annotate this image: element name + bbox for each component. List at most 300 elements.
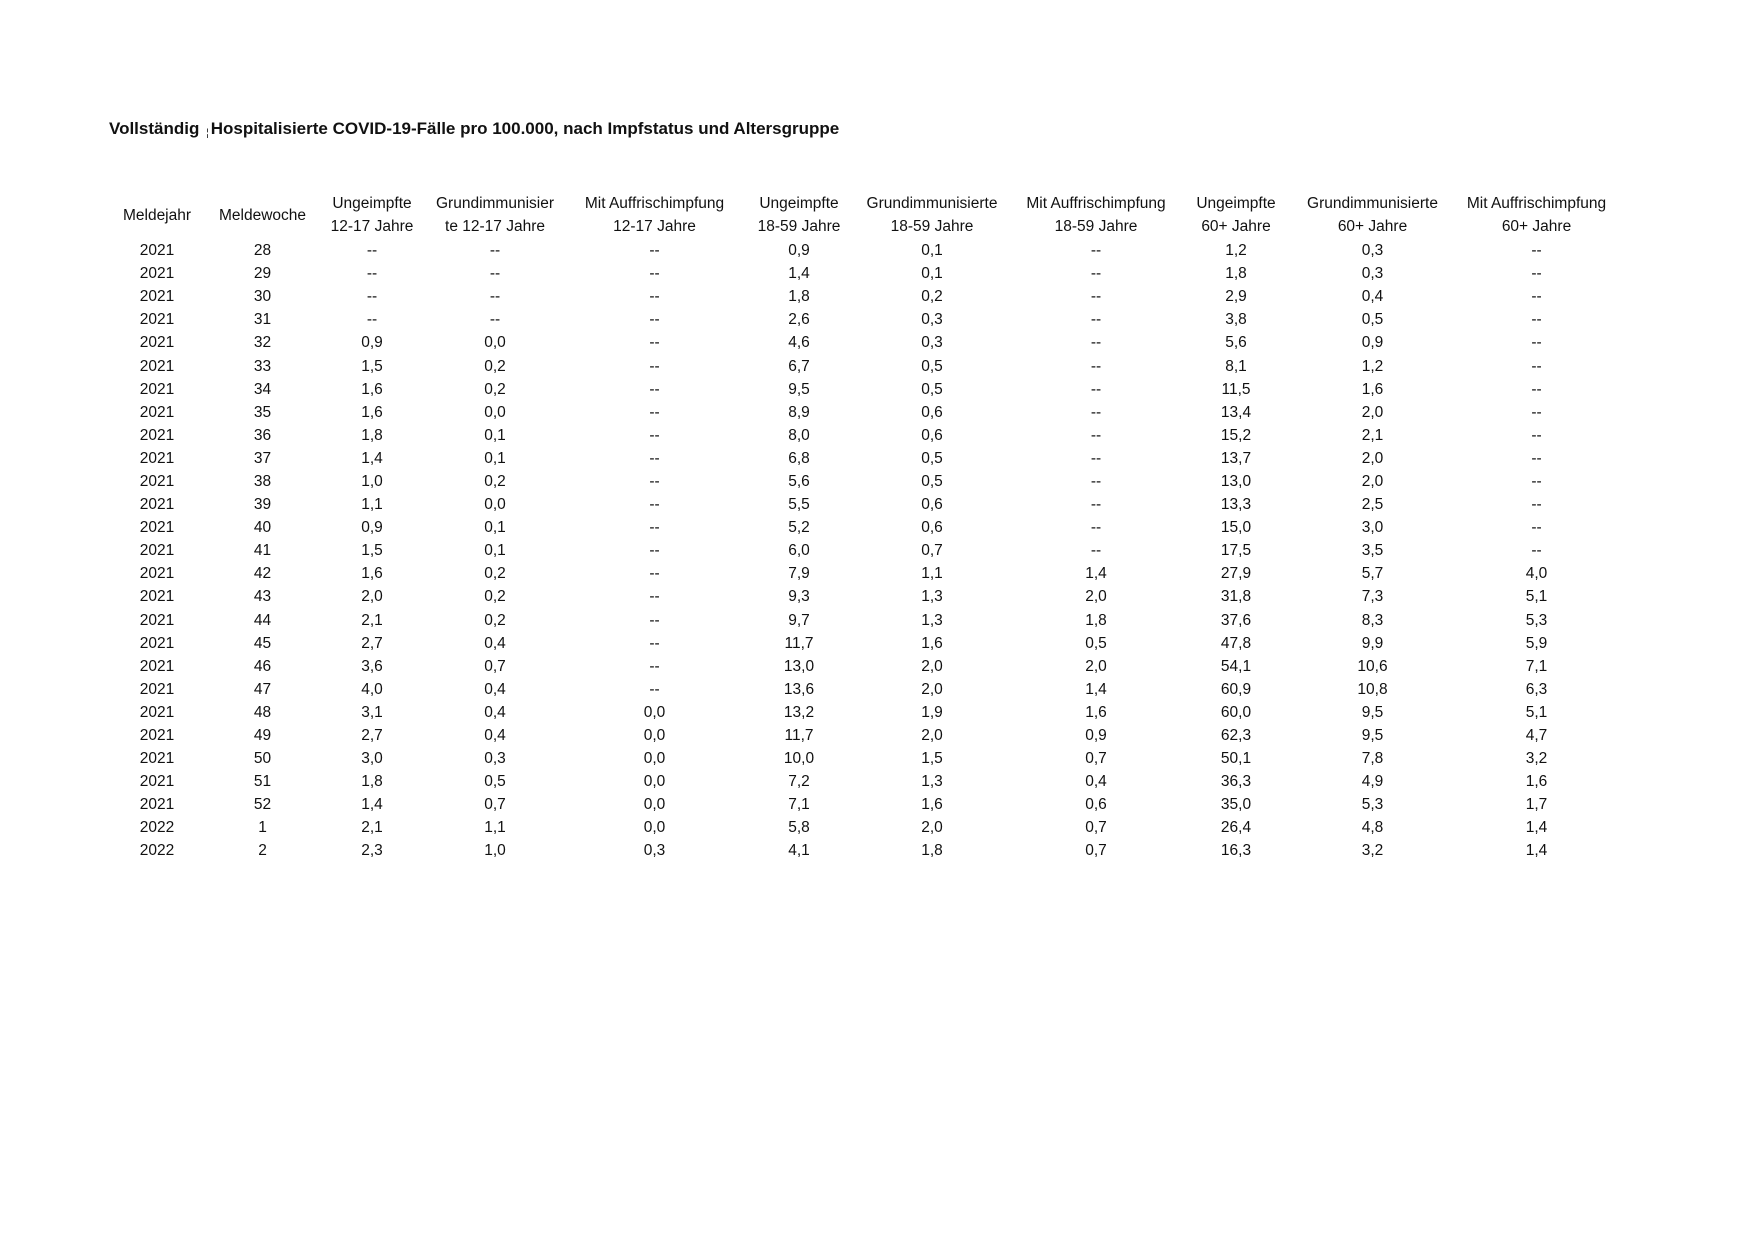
table-cell-grundimmunisierte-60plus: 2,1 [1361, 426, 1384, 444]
table-cell-meldejahr: 2021 [139, 334, 175, 352]
table-row [111, 747, 1615, 770]
table-cell-ungeimpfte-60plus: 62,3 [1220, 727, 1252, 745]
table-cell-auffrischimpfung-60plus: -- [1531, 334, 1542, 352]
table-cell-auffrischimpfung-12-17: -- [649, 588, 660, 606]
table-cell-ungeimpfte-12-17: 1,4 [361, 796, 383, 814]
table-cell-meldewoche: 30 [253, 288, 272, 306]
table-cell-auffrischimpfung-60plus: 5,3 [1525, 611, 1548, 629]
column-header-line2: 60+ Jahre [1201, 218, 1271, 235]
table-cell-grundimmunisierte-60plus: 4,9 [1361, 773, 1384, 791]
table-cell-ungeimpfte-60plus: 27,9 [1220, 565, 1252, 583]
table-cell-ungeimpfte-60plus: 54,1 [1220, 657, 1252, 675]
table-cell-ungeimpfte-60plus: 13,7 [1220, 449, 1252, 467]
table-cell-meldejahr: 2021 [139, 311, 175, 329]
table-cell-grundimmunisierte-60plus: 0,9 [1361, 334, 1384, 352]
table-cell-meldewoche: 36 [253, 426, 272, 444]
table-cell-ungeimpfte-18-59: 7,9 [788, 565, 810, 583]
table-cell-auffrischimpfung-12-17: -- [649, 634, 660, 652]
table-cell-auffrischimpfung-60plus: -- [1531, 542, 1542, 560]
table-cell-ungeimpfte-12-17: 2,3 [361, 842, 383, 860]
column-header-line1: Ungeimpfte [1196, 195, 1276, 212]
table-cell-grundimmunisierte-12-17: -- [489, 265, 501, 283]
table-cell-auffrischimpfung-60plus: 5,1 [1525, 588, 1548, 606]
table-cell-ungeimpfte-60plus: 8,1 [1225, 357, 1247, 375]
title-prefix: Vollständig [109, 119, 200, 138]
table-cell-grundimmunisierte-18-59: 1,8 [921, 842, 943, 860]
table-cell-auffrischimpfung-60plus: 5,1 [1525, 703, 1548, 721]
table-cell-grundimmunisierte-18-59: 0,5 [921, 449, 943, 467]
table-cell-auffrischimpfung-60plus: 4,7 [1525, 727, 1548, 745]
table-cell-grundimmunisierte-60plus: 0,3 [1361, 242, 1384, 260]
table-cell-ungeimpfte-60plus: 26,4 [1220, 819, 1252, 837]
table-cell-grundimmunisierte-12-17: 0,1 [484, 426, 506, 444]
table-cell-auffrischimpfung-60plus: -- [1531, 311, 1542, 329]
table-cell-auffrischimpfung-18-59: -- [1090, 403, 1102, 421]
table-cell-grundimmunisierte-60plus: 0,5 [1361, 311, 1384, 329]
column-header-meldewoche [203, 191, 322, 239]
table-cell-ungeimpfte-18-59: 9,5 [788, 380, 810, 398]
table-cell-ungeimpfte-60plus: 50,1 [1220, 750, 1252, 768]
table-cell-grundimmunisierte-60plus: 0,4 [1361, 288, 1384, 306]
table-cell-ungeimpfte-12-17: 3,0 [361, 750, 383, 768]
table-cell-grundimmunisierte-60plus: 9,9 [1361, 634, 1384, 652]
table-cell-ungeimpfte-60plus: 35,0 [1220, 796, 1252, 814]
table-cell-meldejahr: 2021 [139, 611, 175, 629]
table-row [111, 493, 1615, 516]
table-cell-meldejahr: 2021 [139, 242, 175, 260]
table-cell-grundimmunisierte-12-17: 0,5 [484, 773, 506, 791]
table-cell-ungeimpfte-60plus: 13,3 [1220, 496, 1252, 514]
table-cell-grundimmunisierte-60plus: 1,6 [1361, 380, 1384, 398]
table-cell-meldewoche: 52 [253, 796, 272, 814]
table-cell-meldejahr: 2021 [139, 265, 175, 283]
table-cell-meldewoche: 37 [253, 449, 272, 467]
table-cell-grundimmunisierte-18-59: 0,5 [921, 472, 943, 490]
table-cell-ungeimpfte-18-59: 9,7 [788, 611, 810, 629]
table-cell-ungeimpfte-12-17: 1,6 [361, 380, 383, 398]
table-cell-auffrischimpfung-60plus: -- [1531, 472, 1542, 490]
table-cell-auffrischimpfung-12-17: -- [649, 357, 660, 375]
table-cell-ungeimpfte-12-17: 2,1 [361, 819, 383, 837]
column-header-auffrischimpfung-60plus [1458, 191, 1615, 239]
table-cell-meldejahr: 2021 [139, 703, 175, 721]
table-row [111, 285, 1615, 308]
table-row [111, 609, 1615, 632]
table-cell-grundimmunisierte-60plus: 9,5 [1361, 727, 1384, 745]
table-cell-ungeimpfte-60plus: 1,8 [1225, 265, 1247, 283]
table-cell-auffrischimpfung-60plus: 4,0 [1525, 565, 1548, 583]
column-header-grundimmunisierte-12-17 [422, 191, 568, 239]
table-cell-grundimmunisierte-18-59: 0,7 [921, 542, 943, 560]
table-cell-meldewoche: 1 [258, 819, 267, 837]
table-cell-meldewoche: 29 [253, 265, 272, 283]
table-cell-ungeimpfte-18-59: 11,7 [784, 727, 814, 745]
table-row [111, 585, 1615, 608]
table-cell-auffrischimpfung-60plus: 7,1 [1525, 657, 1548, 675]
table-cell-grundimmunisierte-60plus: 2,0 [1361, 449, 1384, 467]
table-cell-auffrischimpfung-18-59: 1,4 [1085, 565, 1107, 583]
table-row [111, 770, 1615, 793]
table-cell-auffrischimpfung-12-17: -- [649, 542, 660, 560]
table-cell-meldewoche: 41 [253, 542, 272, 560]
table-cell-ungeimpfte-18-59: 5,6 [788, 472, 810, 490]
table-row [111, 378, 1615, 401]
table-cell-grundimmunisierte-12-17: 0,0 [484, 496, 506, 514]
table-cell-ungeimpfte-60plus: 16,3 [1220, 842, 1252, 860]
page-title [109, 119, 839, 139]
table-cell-meldewoche: 35 [253, 403, 272, 421]
table-cell-meldejahr: 2021 [139, 680, 175, 698]
table-cell-meldewoche: 50 [253, 750, 272, 768]
table-cell-meldejahr: 2021 [139, 496, 175, 514]
table-cell-grundimmunisierte-18-59: 0,6 [921, 519, 943, 537]
column-header-line2: 18-59 Jahre [890, 218, 974, 235]
table-row [111, 793, 1615, 816]
table-cell-grundimmunisierte-12-17: 0,4 [484, 703, 506, 721]
table-cell-ungeimpfte-18-59: 6,0 [788, 542, 810, 560]
table-row [111, 655, 1615, 678]
table-row [111, 678, 1615, 701]
hospitalization-table [111, 191, 1615, 863]
table-cell-grundimmunisierte-60plus: 2,5 [1361, 496, 1384, 514]
table-cell-auffrischimpfung-18-59: -- [1090, 357, 1102, 375]
table-cell-grundimmunisierte-12-17: 0,1 [484, 519, 506, 537]
table-row [111, 632, 1615, 655]
column-header-meldejahr [111, 191, 203, 239]
table-cell-grundimmunisierte-60plus: 3,0 [1361, 519, 1384, 537]
table-row [111, 424, 1615, 447]
table-cell-meldewoche: 31 [253, 311, 272, 329]
table-cell-grundimmunisierte-18-59: 2,0 [921, 657, 943, 675]
table-cell-grundimmunisierte-12-17: 0,2 [484, 565, 506, 583]
table-cell-ungeimpfte-18-59: 4,1 [788, 842, 810, 860]
table-cell-auffrischimpfung-60plus: -- [1531, 496, 1542, 514]
table-cell-ungeimpfte-18-59: 11,7 [784, 634, 814, 652]
table-cell-auffrischimpfung-12-17: 0,3 [643, 842, 666, 860]
table-cell-auffrischimpfung-12-17: -- [649, 496, 660, 514]
table-cell-meldejahr: 2021 [139, 542, 175, 560]
table-row [111, 470, 1615, 493]
table-cell-auffrischimpfung-60plus: 1,6 [1525, 773, 1548, 791]
table-cell-meldejahr: 2021 [139, 565, 175, 583]
table-cell-grundimmunisierte-12-17: 1,0 [484, 842, 506, 860]
column-header-line2: 18-59 Jahre [757, 218, 841, 235]
table-cell-ungeimpfte-18-59: 1,8 [788, 288, 810, 306]
table-cell-grundimmunisierte-18-59: 1,6 [921, 634, 943, 652]
table-cell-ungeimpfte-12-17: 1,6 [361, 403, 383, 421]
table-cell-auffrischimpfung-60plus: -- [1531, 519, 1542, 537]
table-row [111, 239, 1615, 262]
table-cell-grundimmunisierte-12-17: 0,3 [484, 750, 506, 768]
table-cell-grundimmunisierte-18-59: 0,6 [921, 403, 943, 421]
table-cell-auffrischimpfung-18-59: 2,0 [1085, 657, 1107, 675]
table-cell-auffrischimpfung-18-59: -- [1090, 542, 1102, 560]
table-cell-grundimmunisierte-18-59: 1,5 [921, 750, 943, 768]
table-cell-meldejahr: 2021 [139, 634, 175, 652]
table-cell-auffrischimpfung-18-59: 0,7 [1085, 819, 1107, 837]
table-cell-auffrischimpfung-12-17: -- [649, 242, 660, 260]
table-cell-grundimmunisierte-12-17: 0,2 [484, 611, 506, 629]
column-header-line1: Ungeimpfte [759, 195, 839, 212]
table-cell-auffrischimpfung-18-59: -- [1090, 472, 1102, 490]
table-cell-auffrischimpfung-12-17: -- [649, 565, 660, 583]
table-cell-auffrischimpfung-18-59: -- [1090, 426, 1102, 444]
table-cell-ungeimpfte-12-17: 1,5 [361, 542, 383, 560]
table-cell-meldejahr: 2021 [139, 426, 175, 444]
header-row [111, 191, 1615, 239]
table-cell-grundimmunisierte-12-17: 1,1 [484, 819, 506, 837]
table-cell-auffrischimpfung-18-59: -- [1090, 496, 1102, 514]
table-cell-ungeimpfte-12-17: 1,8 [361, 773, 383, 791]
table-cell-grundimmunisierte-18-59: 0,5 [921, 357, 943, 375]
table-cell-grundimmunisierte-60plus: 3,2 [1361, 842, 1384, 860]
column-header-line2: 60+ Jahre [1501, 218, 1572, 235]
table-cell-auffrischimpfung-12-17: 0,0 [643, 796, 666, 814]
table-cell-ungeimpfte-60plus: 5,6 [1225, 334, 1247, 352]
table-cell-grundimmunisierte-18-59: 1,1 [921, 565, 943, 583]
table-row [111, 516, 1615, 539]
table-cell-ungeimpfte-18-59: 8,9 [788, 403, 810, 421]
table-row [111, 562, 1615, 585]
table-cell-ungeimpfte-12-17: -- [366, 311, 378, 329]
table-cell-ungeimpfte-18-59: 1,4 [788, 265, 810, 283]
table-cell-ungeimpfte-60plus: 60,0 [1220, 703, 1252, 721]
table-cell-grundimmunisierte-60plus: 9,5 [1361, 703, 1384, 721]
table-cell-grundimmunisierte-60plus: 5,7 [1361, 565, 1384, 583]
table-cell-meldejahr: 2021 [139, 519, 175, 537]
table-cell-meldejahr: 2021 [139, 380, 175, 398]
table-cell-meldewoche: 51 [253, 773, 272, 791]
table-cell-auffrischimpfung-60plus: -- [1531, 288, 1542, 306]
table-cell-grundimmunisierte-60plus: 2,0 [1361, 472, 1384, 490]
table-cell-ungeimpfte-12-17: 1,1 [361, 496, 383, 514]
table-cell-ungeimpfte-12-17: 2,0 [361, 588, 383, 606]
table-cell-auffrischimpfung-12-17: 0,0 [643, 773, 666, 791]
table-cell-meldejahr: 2021 [139, 472, 175, 490]
table-cell-ungeimpfte-60plus: 2,9 [1225, 288, 1247, 306]
table-cell-grundimmunisierte-12-17: -- [489, 288, 501, 306]
table-cell-grundimmunisierte-18-59: 2,0 [921, 680, 943, 698]
table-cell-ungeimpfte-18-59: 6,7 [788, 357, 810, 375]
column-header-grundimmunisierte-60plus [1287, 191, 1458, 239]
table-cell-ungeimpfte-60plus: 3,8 [1225, 311, 1247, 329]
table-cell-meldewoche: 45 [253, 634, 272, 652]
table-cell-ungeimpfte-18-59: 5,5 [788, 496, 810, 514]
column-header-line2: 12-17 Jahre [330, 218, 414, 235]
table-cell-grundimmunisierte-60plus: 10,6 [1357, 657, 1388, 675]
table-cell-grundimmunisierte-60plus: 4,8 [1361, 819, 1384, 837]
table-cell-auffrischimpfung-60plus: -- [1531, 426, 1542, 444]
table-cell-grundimmunisierte-18-59: 0,6 [921, 426, 943, 444]
table-cell-meldejahr: 2021 [139, 727, 175, 745]
table-cell-auffrischimpfung-60plus: -- [1531, 265, 1542, 283]
table-cell-meldewoche: 43 [253, 588, 272, 606]
column-header-auffrischimpfung-12-17 [568, 191, 741, 239]
table-cell-ungeimpfte-60plus: 15,0 [1220, 519, 1252, 537]
table-cell-meldewoche: 2 [258, 842, 267, 860]
table-cell-auffrischimpfung-12-17: -- [649, 426, 660, 444]
table-row [111, 308, 1615, 331]
table-cell-meldejahr: 2022 [139, 842, 175, 860]
table-cell-ungeimpfte-60plus: 15,2 [1220, 426, 1252, 444]
table-cell-ungeimpfte-12-17: 0,9 [361, 519, 383, 537]
table-cell-auffrischimpfung-60plus: 1,7 [1525, 796, 1548, 814]
table-cell-ungeimpfte-60plus: 37,6 [1220, 611, 1252, 629]
table-cell-ungeimpfte-12-17: -- [366, 288, 378, 306]
table-cell-auffrischimpfung-18-59: 0,5 [1085, 634, 1107, 652]
table-cell-ungeimpfte-12-17: 1,4 [361, 449, 383, 467]
table-cell-ungeimpfte-60plus: 47,8 [1220, 634, 1252, 652]
table-cell-ungeimpfte-18-59: 0,9 [788, 242, 810, 260]
table-cell-auffrischimpfung-12-17: -- [649, 334, 660, 352]
table-cell-grundimmunisierte-60plus: 2,0 [1361, 403, 1384, 421]
table-cell-meldejahr: 2021 [139, 588, 175, 606]
table-cell-grundimmunisierte-18-59: 2,0 [921, 819, 943, 837]
table-cell-meldewoche: 46 [253, 657, 272, 675]
table-cell-grundimmunisierte-60plus: 8,3 [1361, 611, 1384, 629]
table-cell-ungeimpfte-18-59: 7,2 [788, 773, 810, 791]
table-cell-ungeimpfte-18-59: 5,8 [788, 819, 810, 837]
table-cell-grundimmunisierte-60plus: 7,8 [1361, 750, 1384, 768]
table-row [111, 816, 1615, 839]
table-cell-grundimmunisierte-12-17: 0,4 [484, 634, 506, 652]
table-cell-grundimmunisierte-12-17: 0,2 [484, 472, 506, 490]
column-header-grundimmunisierte-18-59 [857, 191, 1007, 239]
table-cell-ungeimpfte-12-17: 1,8 [361, 426, 383, 444]
column-header-line1: Ungeimpfte [332, 195, 412, 212]
table-cell-ungeimpfte-60plus: 1,2 [1225, 242, 1247, 260]
table-cell-grundimmunisierte-60plus: 1,2 [1361, 357, 1384, 375]
column-header-line1: Grundimmunisierte [866, 195, 998, 212]
table-cell-grundimmunisierte-60plus: 7,3 [1361, 588, 1384, 606]
table-cell-ungeimpfte-12-17: 2,1 [361, 611, 383, 629]
table-cell-meldewoche: 47 [253, 680, 272, 698]
table-cell-grundimmunisierte-18-59: 1,6 [921, 796, 943, 814]
table-cell-grundimmunisierte-12-17: 0,4 [484, 680, 506, 698]
column-header-line2: 12-17 Jahre [613, 218, 696, 235]
table-cell-grundimmunisierte-18-59: 0,6 [921, 496, 943, 514]
table-cell-grundimmunisierte-12-17: 0,2 [484, 588, 506, 606]
table-cell-ungeimpfte-12-17: 3,6 [361, 657, 383, 675]
table-row [111, 331, 1615, 354]
table-cell-ungeimpfte-18-59: 13,0 [783, 657, 815, 675]
table-cell-ungeimpfte-12-17: 3,1 [361, 703, 383, 721]
table-cell-auffrischimpfung-60plus: -- [1531, 449, 1542, 467]
table-cell-grundimmunisierte-18-59: 0,5 [921, 380, 943, 398]
table-cell-ungeimpfte-12-17: 4,0 [361, 680, 383, 698]
title-separator: ¦ [206, 128, 209, 139]
table-cell-meldejahr: 2021 [139, 403, 175, 421]
table-cell-grundimmunisierte-60plus: 5,3 [1361, 796, 1384, 814]
table-cell-grundimmunisierte-12-17: -- [489, 311, 501, 329]
table-cell-auffrischimpfung-18-59: 0,7 [1085, 842, 1107, 860]
table-cell-auffrischimpfung-12-17: 0,0 [643, 819, 666, 837]
table-body [111, 239, 1615, 863]
table-row [111, 401, 1615, 424]
table-cell-auffrischimpfung-12-17: -- [649, 657, 660, 675]
table-cell-grundimmunisierte-12-17: 0,1 [484, 542, 506, 560]
table-cell-meldejahr: 2021 [139, 357, 175, 375]
table-row [111, 701, 1615, 724]
table-cell-ungeimpfte-60plus: 60,9 [1220, 680, 1252, 698]
table-cell-grundimmunisierte-18-59: 1,9 [921, 703, 943, 721]
table-cell-meldewoche: 38 [253, 472, 272, 490]
table-cell-grundimmunisierte-12-17: 0,2 [484, 357, 506, 375]
table-cell-meldewoche: 34 [253, 380, 272, 398]
table-cell-auffrischimpfung-18-59: 0,9 [1085, 727, 1107, 745]
table-cell-auffrischimpfung-60plus: 6,3 [1525, 680, 1548, 698]
table-cell-meldejahr: 2021 [139, 796, 175, 814]
column-header-line2: 18-59 Jahre [1054, 218, 1138, 235]
table-cell-auffrischimpfung-18-59: -- [1090, 334, 1102, 352]
table-cell-ungeimpfte-12-17: 2,7 [361, 634, 383, 652]
table-cell-ungeimpfte-12-17: -- [366, 265, 378, 283]
table-cell-auffrischimpfung-18-59: -- [1090, 288, 1102, 306]
table-cell-auffrischimpfung-12-17: -- [649, 519, 660, 537]
table-cell-ungeimpfte-18-59: 13,6 [783, 680, 815, 698]
column-header-line1: Grundimmunisier [435, 195, 554, 212]
table-cell-meldewoche: 28 [253, 242, 272, 260]
table-cell-auffrischimpfung-12-17: -- [649, 680, 660, 698]
column-header-line1: Mit Auffrischimpfung [584, 195, 725, 212]
table-cell-meldewoche: 48 [253, 703, 272, 721]
table-cell-ungeimpfte-60plus: 13,4 [1220, 403, 1252, 421]
column-header-auffrischimpfung-18-59 [1007, 191, 1185, 239]
table-cell-meldejahr: 2021 [139, 750, 175, 768]
table-cell-meldejahr: 2021 [139, 773, 175, 791]
table-cell-auffrischimpfung-12-17: 0,0 [643, 703, 666, 721]
table-cell-ungeimpfte-18-59: 10,0 [783, 750, 815, 768]
table-cell-ungeimpfte-60plus: 31,8 [1220, 588, 1252, 606]
table-cell-ungeimpfte-18-59: 5,2 [788, 519, 810, 537]
table-cell-grundimmunisierte-12-17: 0,0 [484, 403, 506, 421]
table-row [111, 447, 1615, 470]
table-cell-ungeimpfte-12-17: 1,5 [361, 357, 383, 375]
table-cell-ungeimpfte-18-59: 7,1 [788, 796, 810, 814]
title-main: Hospitalisierte COVID-19-Fälle pro 100.000, nach Impfstatus und Altersgruppe [210, 119, 840, 138]
table-cell-auffrischimpfung-18-59: 0,7 [1085, 750, 1107, 768]
column-header-ungeimpfte-60plus [1185, 191, 1287, 239]
table-cell-grundimmunisierte-18-59: 0,1 [921, 242, 943, 260]
table-cell-auffrischimpfung-60plus: 3,2 [1525, 750, 1548, 768]
table-cell-ungeimpfte-18-59: 2,6 [788, 311, 810, 329]
table-cell-ungeimpfte-12-17: -- [366, 242, 378, 260]
table-cell-meldejahr: 2021 [139, 288, 175, 306]
table-cell-meldewoche: 33 [253, 357, 272, 375]
table-cell-auffrischimpfung-18-59: 1,8 [1085, 611, 1107, 629]
table-cell-grundimmunisierte-18-59: 0,2 [921, 288, 943, 306]
column-header-ungeimpfte-12-17 [322, 191, 422, 239]
table-cell-grundimmunisierte-18-59: 0,1 [921, 265, 943, 283]
table-cell-grundimmunisierte-18-59: 1,3 [921, 611, 943, 629]
table-cell-auffrischimpfung-60plus: -- [1531, 380, 1542, 398]
table-cell-ungeimpfte-12-17: 2,7 [361, 727, 383, 745]
table-cell-ungeimpfte-18-59: 13,2 [783, 703, 815, 721]
table-cell-ungeimpfte-12-17: 1,6 [361, 565, 383, 583]
table-cell-grundimmunisierte-18-59: 0,3 [921, 311, 943, 329]
table-cell-auffrischimpfung-18-59: 0,6 [1085, 796, 1107, 814]
table-cell-auffrischimpfung-12-17: -- [649, 472, 660, 490]
table-cell-meldewoche: 44 [253, 611, 272, 629]
table-cell-auffrischimpfung-18-59: -- [1090, 380, 1102, 398]
table-cell-auffrischimpfung-60plus: -- [1531, 403, 1542, 421]
column-header-line2: te 12-17 Jahre [445, 218, 545, 235]
column-header-ungeimpfte-18-59 [741, 191, 857, 239]
table-cell-auffrischimpfung-18-59: 0,4 [1085, 773, 1107, 791]
table-cell-meldejahr: 2021 [139, 657, 175, 675]
table-cell-ungeimpfte-60plus: 13,0 [1220, 472, 1252, 490]
table-cell-ungeimpfte-18-59: 8,0 [788, 426, 810, 444]
